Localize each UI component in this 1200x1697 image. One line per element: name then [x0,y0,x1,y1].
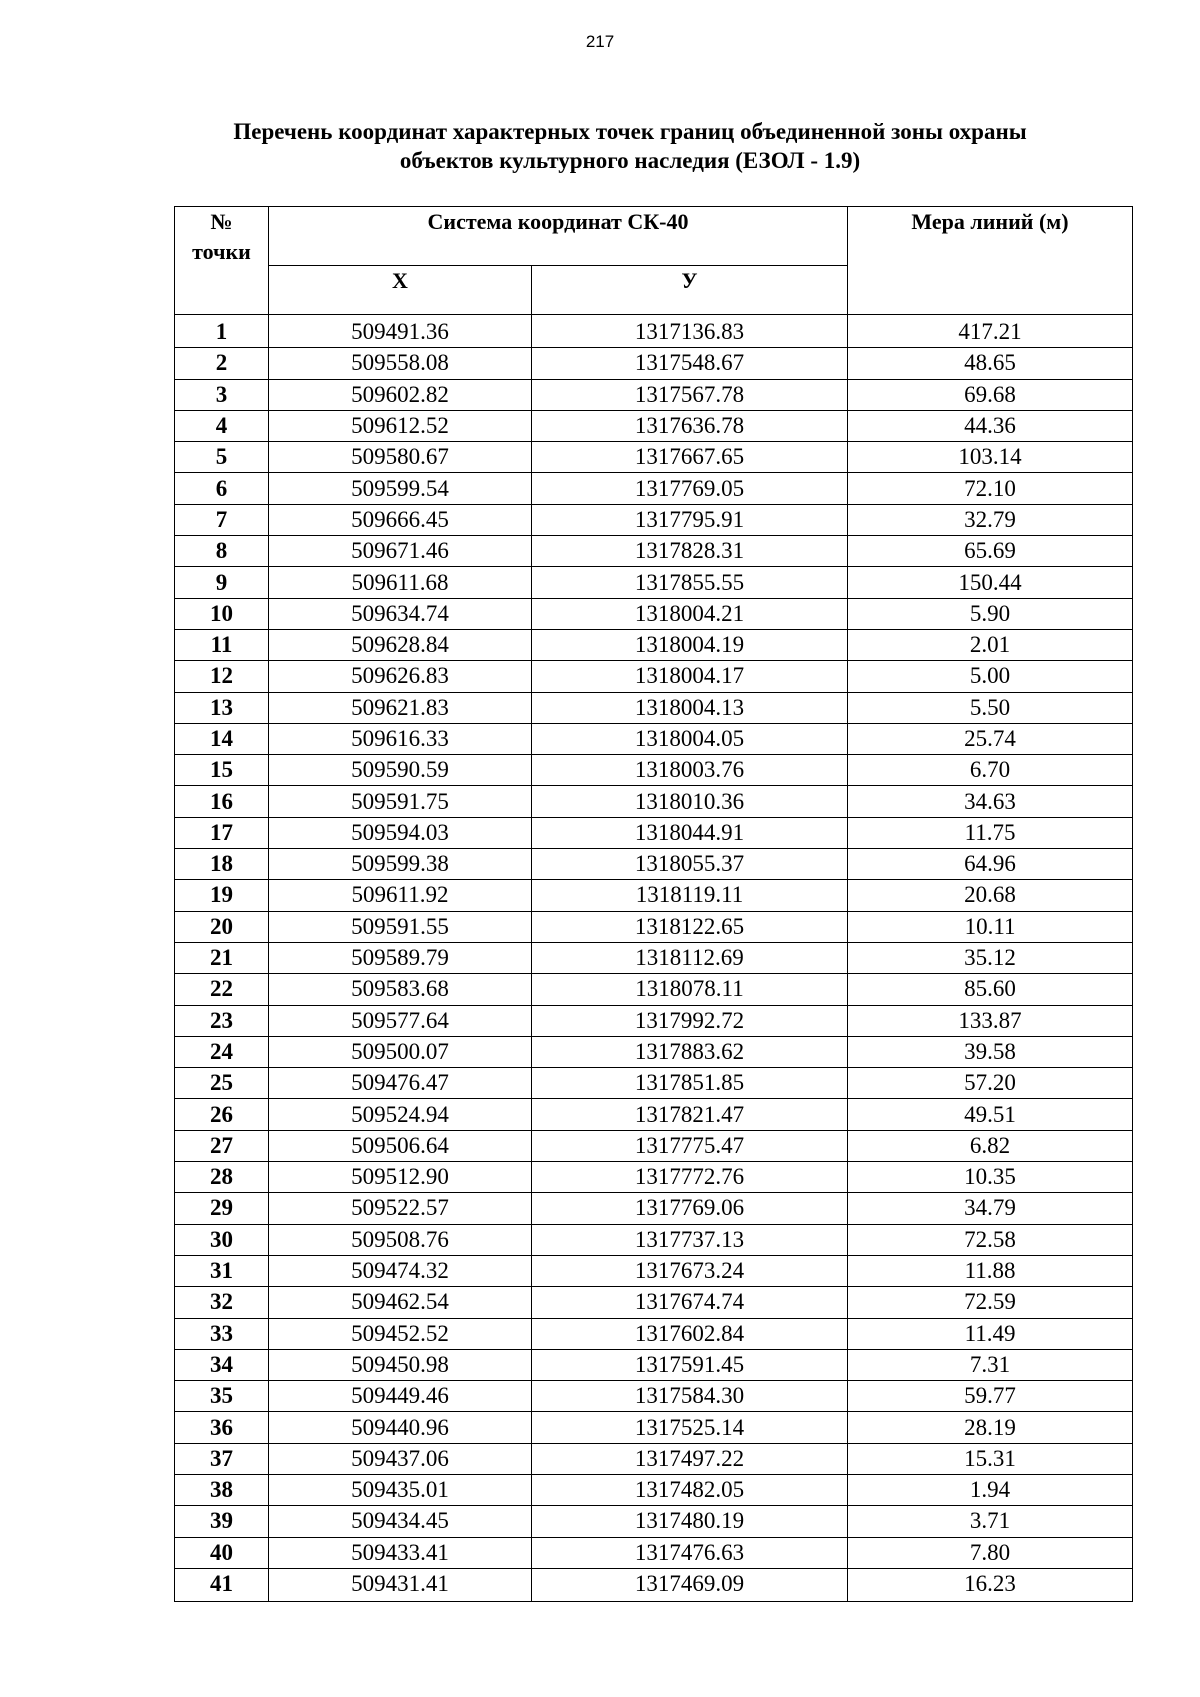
x-coordinate-cell: 509611.92 [269,880,532,911]
point-number-cell: 39 [175,1506,269,1537]
x-coordinate-cell: 509580.67 [269,442,532,473]
table-row [175,755,1133,786]
point-number-cell: 8 [175,536,269,567]
table-row [175,1130,1133,1161]
y-coordinate-cell: 1317584.30 [532,1381,848,1412]
y-coordinate-cell: 1317992.72 [532,1005,848,1036]
point-number-cell: 37 [175,1443,269,1474]
line-measure-cell: 7.80 [848,1537,1133,1568]
table-row [175,911,1133,942]
y-coordinate-cell: 1317636.78 [532,410,848,441]
line-measure-header: Мера линий (м) [848,207,1133,315]
y-coordinate-cell: 1317769.06 [532,1193,848,1224]
point-number-cell: 33 [175,1318,269,1349]
x-coordinate-cell: 509434.45 [269,1506,532,1537]
table-row [175,1036,1133,1067]
y-coordinate-cell: 1318112.69 [532,942,848,973]
x-coordinate-cell: 509449.46 [269,1381,532,1412]
point-number-cell: 10 [175,598,269,629]
point-number-cell: 2 [175,348,269,379]
point-number-cell: 18 [175,849,269,880]
x-coordinate-cell: 509512.90 [269,1162,532,1193]
table-row [175,849,1133,880]
table-row [175,473,1133,504]
y-coordinate-cell: 1317482.05 [532,1474,848,1505]
y-coordinate-cell: 1317828.31 [532,536,848,567]
x-coordinate-cell: 509589.79 [269,942,532,973]
line-measure-cell: 85.60 [848,974,1133,1005]
point-number-cell: 23 [175,1005,269,1036]
point-number-header-line-2: точки [192,239,251,264]
y-coordinate-cell: 1317567.78 [532,379,848,410]
point-number-cell: 12 [175,661,269,692]
y-coordinate-cell: 1317772.76 [532,1162,848,1193]
point-number-cell: 31 [175,1255,269,1286]
table-row [175,1193,1133,1224]
x-coordinate-cell: 509433.41 [269,1537,532,1568]
x-coordinate-cell: 509474.32 [269,1255,532,1286]
point-number-cell: 40 [175,1537,269,1568]
y-coordinate-cell: 1317591.45 [532,1349,848,1380]
line-measure-cell: 69.68 [848,379,1133,410]
table-row [175,1255,1133,1286]
table-row [175,1568,1133,1601]
x-coordinate-cell: 509506.64 [269,1130,532,1161]
title-line-2: объектов культурного наследия (ЕЗОЛ - 1.9) [399,148,861,173]
table-row [175,629,1133,660]
y-coordinate-cell: 1318122.65 [532,911,848,942]
y-coordinate-cell: 1317469.09 [532,1568,848,1601]
x-coordinate-cell: 509452.52 [269,1318,532,1349]
table-row [175,1162,1133,1193]
coordinates-table [174,206,1133,1602]
table-row [175,536,1133,567]
table-row [175,1287,1133,1318]
y-coordinate-cell: 1318119.11 [532,880,848,911]
table-row [175,974,1133,1005]
x-coordinate-cell: 509508.76 [269,1224,532,1255]
point-number-cell: 38 [175,1474,269,1505]
x-coordinate-cell: 509462.54 [269,1287,532,1318]
title-line-1: Перечень координат характерных точек границ объединенной зоны охраны [233,119,1027,144]
y-coordinate-cell: 1318004.05 [532,723,848,754]
y-coordinate-cell: 1317769.05 [532,473,848,504]
point-number-cell: 5 [175,442,269,473]
x-coordinate-cell: 509602.82 [269,379,532,410]
table-row [175,1318,1133,1349]
line-measure-cell: 65.69 [848,536,1133,567]
point-number-cell: 21 [175,942,269,973]
y-column-header: У [532,266,848,315]
x-coordinate-cell: 509591.75 [269,786,532,817]
point-number-cell: 17 [175,817,269,848]
line-measure-cell: 72.10 [848,473,1133,504]
line-measure-cell: 2.01 [848,629,1133,660]
table-row [175,1537,1133,1568]
x-coordinate-cell: 509611.68 [269,567,532,598]
point-number-cell: 16 [175,786,269,817]
table-row [175,410,1133,441]
y-coordinate-cell: 1318003.76 [532,755,848,786]
document-title [190,117,1070,175]
y-coordinate-cell: 1317795.91 [532,504,848,535]
coordinate-system-header: Система координат СК-40 [269,207,848,266]
point-number-cell: 29 [175,1193,269,1224]
line-measure-cell: 28.19 [848,1412,1133,1443]
point-number-header [175,207,269,315]
line-measure-cell: 32.79 [848,504,1133,535]
point-number-cell: 15 [175,755,269,786]
line-measure-cell: 3.71 [848,1506,1133,1537]
table-row [175,723,1133,754]
x-coordinate-cell: 509599.38 [269,849,532,880]
table-row [175,442,1133,473]
x-coordinate-cell: 509522.57 [269,1193,532,1224]
y-coordinate-cell: 1317602.84 [532,1318,848,1349]
line-measure-cell: 57.20 [848,1068,1133,1099]
y-coordinate-cell: 1317775.47 [532,1130,848,1161]
line-measure-cell: 417.21 [848,315,1133,348]
line-measure-cell: 11.88 [848,1255,1133,1286]
x-coordinate-cell: 509491.36 [269,315,532,348]
line-measure-cell: 34.63 [848,786,1133,817]
table-row [175,348,1133,379]
point-number-cell: 35 [175,1381,269,1412]
line-measure-cell: 49.51 [848,1099,1133,1130]
table-row [175,1224,1133,1255]
point-number-cell: 3 [175,379,269,410]
point-number-cell: 13 [175,692,269,723]
table-row [175,1474,1133,1505]
point-number-cell: 19 [175,880,269,911]
point-number-cell: 30 [175,1224,269,1255]
table-row [175,504,1133,535]
line-measure-cell: 72.59 [848,1287,1133,1318]
line-measure-cell: 34.79 [848,1193,1133,1224]
point-number-cell: 9 [175,567,269,598]
y-coordinate-cell: 1318078.11 [532,974,848,1005]
line-measure-cell: 44.36 [848,410,1133,441]
line-measure-cell: 72.58 [848,1224,1133,1255]
x-coordinate-cell: 509612.52 [269,410,532,441]
y-coordinate-cell: 1317821.47 [532,1099,848,1130]
y-coordinate-cell: 1317136.83 [532,315,848,348]
x-coordinate-cell: 509671.46 [269,536,532,567]
table-row [175,315,1133,348]
line-measure-cell: 35.12 [848,942,1133,973]
table-row [175,1005,1133,1036]
point-number-cell: 4 [175,410,269,441]
y-coordinate-cell: 1317883.62 [532,1036,848,1067]
x-column-header: X [269,266,532,315]
x-coordinate-cell: 509634.74 [269,598,532,629]
x-coordinate-cell: 509594.03 [269,817,532,848]
table-row [175,942,1133,973]
table-row [175,1349,1133,1380]
y-coordinate-cell: 1317476.63 [532,1537,848,1568]
line-measure-cell: 15.31 [848,1443,1133,1474]
x-coordinate-cell: 509435.01 [269,1474,532,1505]
line-measure-cell: 133.87 [848,1005,1133,1036]
line-measure-cell: 11.75 [848,817,1133,848]
table-row [175,692,1133,723]
y-coordinate-cell: 1317480.19 [532,1506,848,1537]
table-row [175,1068,1133,1099]
y-coordinate-cell: 1317497.22 [532,1443,848,1474]
y-coordinate-cell: 1318004.19 [532,629,848,660]
y-coordinate-cell: 1317673.24 [532,1255,848,1286]
line-measure-cell: 16.23 [848,1568,1133,1601]
line-measure-cell: 6.82 [848,1130,1133,1161]
line-measure-cell: 5.90 [848,598,1133,629]
line-measure-cell: 5.50 [848,692,1133,723]
x-coordinate-cell: 509628.84 [269,629,532,660]
line-measure-cell: 7.31 [848,1349,1133,1380]
point-number-cell: 27 [175,1130,269,1161]
x-coordinate-cell: 509577.64 [269,1005,532,1036]
point-number-cell: 11 [175,629,269,660]
line-measure-cell: 64.96 [848,849,1133,880]
line-measure-cell: 10.11 [848,911,1133,942]
x-coordinate-cell: 509524.94 [269,1099,532,1130]
y-coordinate-cell: 1317851.85 [532,1068,848,1099]
x-coordinate-cell: 509440.96 [269,1412,532,1443]
x-coordinate-cell: 509583.68 [269,974,532,1005]
point-number-cell: 36 [175,1412,269,1443]
table-row [175,1412,1133,1443]
x-coordinate-cell: 509500.07 [269,1036,532,1067]
x-coordinate-cell: 509599.54 [269,473,532,504]
x-coordinate-cell: 509437.06 [269,1443,532,1474]
x-coordinate-cell: 509590.59 [269,755,532,786]
point-number-cell: 7 [175,504,269,535]
line-measure-cell: 39.58 [848,1036,1133,1067]
point-number-cell: 24 [175,1036,269,1067]
y-coordinate-cell: 1317674.74 [532,1287,848,1318]
line-measure-cell: 11.49 [848,1318,1133,1349]
x-coordinate-cell: 509591.55 [269,911,532,942]
y-coordinate-cell: 1317667.65 [532,442,848,473]
coordinates-table-body [175,315,1133,1602]
table-row [175,786,1133,817]
table-row [175,1443,1133,1474]
line-measure-cell: 6.70 [848,755,1133,786]
point-number-cell: 32 [175,1287,269,1318]
x-coordinate-cell: 509666.45 [269,504,532,535]
y-coordinate-cell: 1317548.67 [532,348,848,379]
y-coordinate-cell: 1318044.91 [532,817,848,848]
y-coordinate-cell: 1317855.55 [532,567,848,598]
point-number-cell: 26 [175,1099,269,1130]
point-number-cell: 28 [175,1162,269,1193]
point-number-header-line-1: № [210,209,233,234]
table-row [175,567,1133,598]
x-coordinate-cell: 509626.83 [269,661,532,692]
point-number-cell: 41 [175,1568,269,1601]
table-row [175,817,1133,848]
line-measure-cell: 150.44 [848,567,1133,598]
line-measure-cell: 25.74 [848,723,1133,754]
y-coordinate-cell: 1318010.36 [532,786,848,817]
x-coordinate-cell: 509558.08 [269,348,532,379]
line-measure-cell: 1.94 [848,1474,1133,1505]
line-measure-cell: 48.65 [848,348,1133,379]
y-coordinate-cell: 1317737.13 [532,1224,848,1255]
x-coordinate-cell: 509450.98 [269,1349,532,1380]
x-coordinate-cell: 509431.41 [269,1568,532,1601]
point-number-cell: 6 [175,473,269,504]
y-coordinate-cell: 1318055.37 [532,849,848,880]
point-number-cell: 34 [175,1349,269,1380]
point-number-cell: 14 [175,723,269,754]
point-number-cell: 25 [175,1068,269,1099]
y-coordinate-cell: 1317525.14 [532,1412,848,1443]
point-number-cell: 1 [175,315,269,348]
y-coordinate-cell: 1318004.21 [532,598,848,629]
table-row [175,1506,1133,1537]
table-row [175,661,1133,692]
point-number-cell: 22 [175,974,269,1005]
x-coordinate-cell: 509476.47 [269,1068,532,1099]
y-coordinate-cell: 1318004.13 [532,692,848,723]
line-measure-cell: 103.14 [848,442,1133,473]
x-coordinate-cell: 509621.83 [269,692,532,723]
y-coordinate-cell: 1318004.17 [532,661,848,692]
line-measure-cell: 10.35 [848,1162,1133,1193]
line-measure-cell: 20.68 [848,880,1133,911]
table-row [175,379,1133,410]
x-coordinate-cell: 509616.33 [269,723,532,754]
table-row [175,880,1133,911]
line-measure-cell: 5.00 [848,661,1133,692]
page-number: 217 [585,32,615,51]
line-measure-cell: 59.77 [848,1381,1133,1412]
table-row [175,598,1133,629]
table-row [175,1099,1133,1130]
point-number-cell: 20 [175,911,269,942]
table-row [175,1381,1133,1412]
